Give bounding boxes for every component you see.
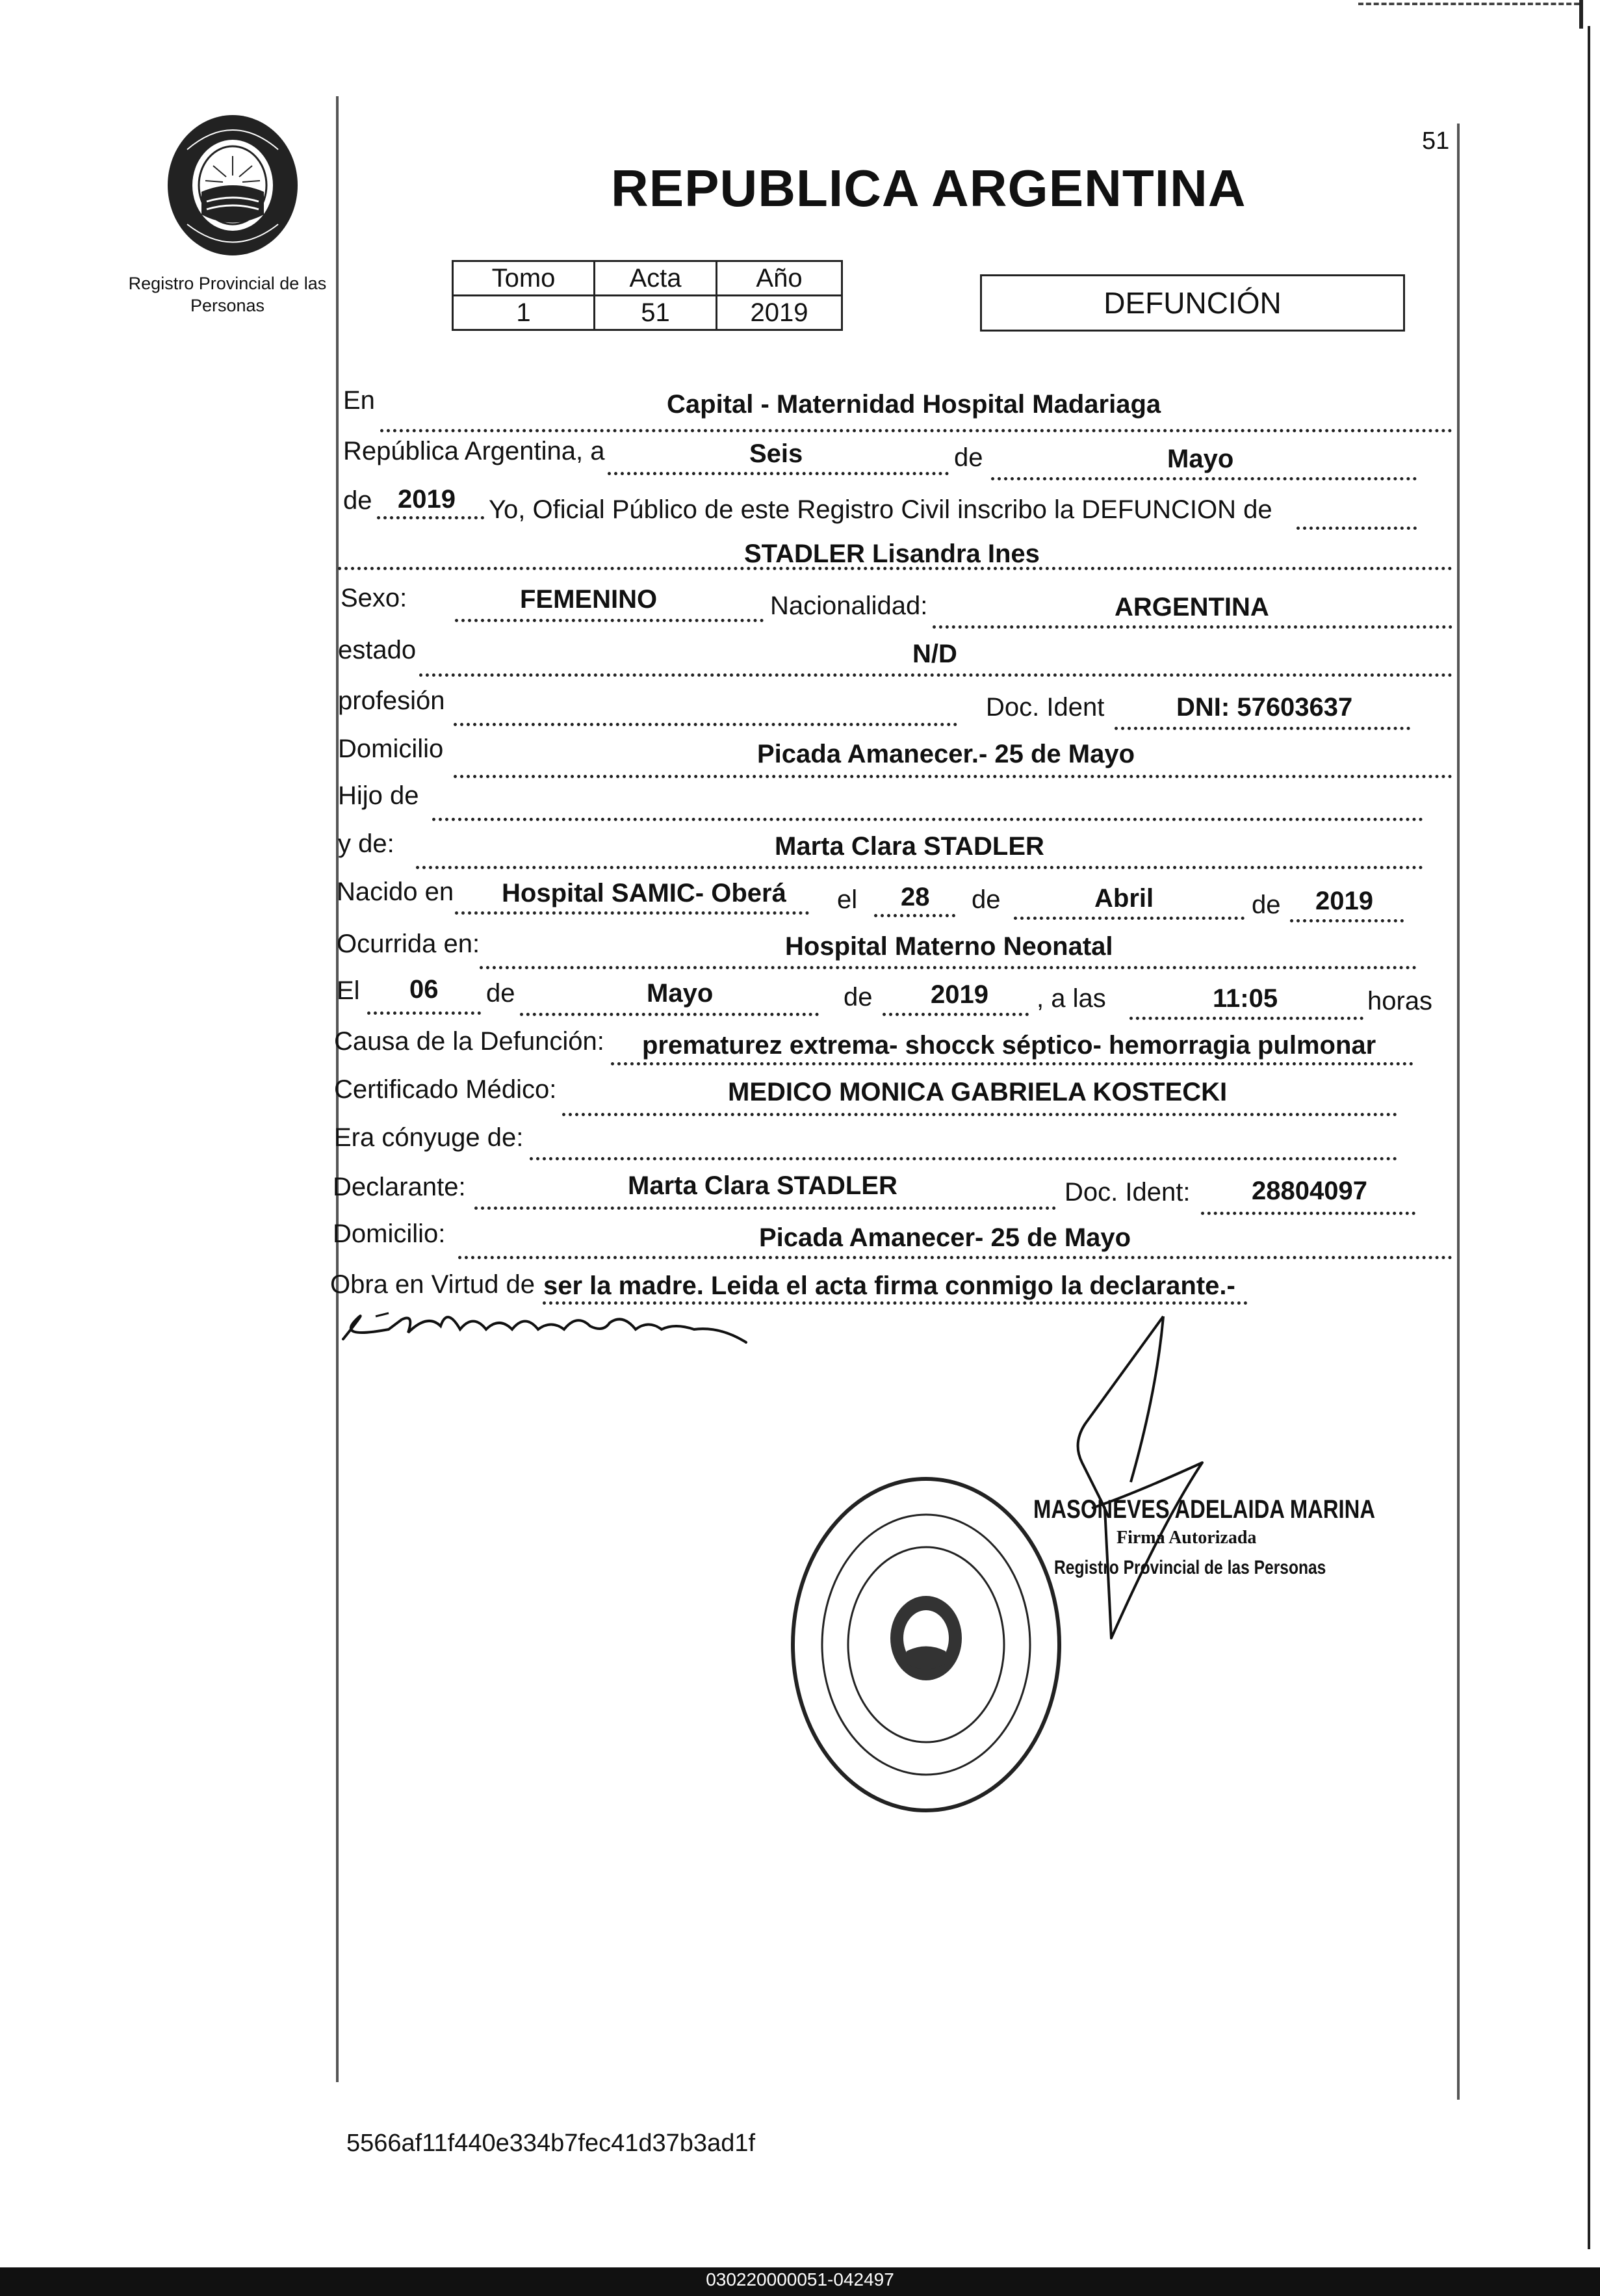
registry-table	[452, 260, 843, 331]
field-line	[480, 966, 1417, 969]
official-role: Firma Autorizada	[1116, 1528, 1257, 1548]
tomo-value: 1	[453, 296, 595, 330]
field-line	[377, 516, 484, 519]
muerte-dia-value: 06	[409, 975, 439, 1004]
label-nacionalidad: Nacionalidad:	[770, 592, 928, 620]
field-line	[608, 472, 949, 475]
declarante-signature	[330, 1294, 772, 1352]
page-title: REPUBLICA ARGENTINA	[611, 159, 1246, 217]
label-domicilio: Domicilio	[338, 735, 444, 763]
scan-mark	[1358, 3, 1579, 5]
domicilio2-value: Picada Amanecer- 25 de Mayo	[759, 1223, 1131, 1252]
field-line	[432, 818, 1423, 821]
label-de: de	[844, 983, 873, 1011]
label-el: El	[337, 976, 360, 1005]
field-line	[367, 1011, 481, 1015]
label-yo: Yo, Oficial Público de este Registro Civil inscribo la DEFUNCION de	[489, 495, 1272, 524]
nacido-mes-value: Abril	[1094, 884, 1154, 913]
field-line	[1290, 919, 1404, 922]
barcode-number: 030220000051-042497	[706, 2269, 894, 2289]
field-line	[520, 1013, 819, 1016]
anio-header: Año	[717, 261, 842, 296]
nacionalidad-value: ARGENTINA	[1115, 593, 1269, 621]
label-a-las: , a las	[1037, 984, 1106, 1013]
anio-value: 2019	[717, 296, 842, 330]
obra-value: ser la madre. Leida el acta firma conmigo la declarante.-	[543, 1272, 1235, 1300]
field-line	[419, 673, 1452, 677]
official-seal	[783, 1469, 1069, 1820]
lugar-value: Capital - Maternidad Hospital Madariaga	[667, 390, 1161, 419]
nacido-lugar-value: Hospital SAMIC- Oberá	[502, 879, 786, 907]
label-domicilio: Domicilio:	[333, 1220, 446, 1248]
field-line	[1115, 727, 1410, 730]
official-office: Registro Provincial de las Personas	[1054, 1557, 1326, 1578]
dni-value: DNI: 57603637	[1176, 693, 1353, 722]
field-line	[454, 775, 1452, 778]
field-line	[562, 1113, 1397, 1116]
label-de: de	[343, 486, 372, 515]
nacido-dia-value: 28	[901, 883, 930, 911]
field-line	[611, 1062, 1413, 1065]
label-de: de	[486, 979, 515, 1008]
label-de: de	[954, 443, 983, 472]
declarante-value: Marta Clara STADLER	[628, 1171, 897, 1200]
certificado-value: MEDICO MONICA GABRIELA KOSTECKI	[728, 1078, 1228, 1106]
label-declarante: Declarante:	[333, 1173, 466, 1201]
nacido-anio-value: 2019	[1315, 887, 1373, 915]
label-causa: Causa de la Defunción:	[334, 1027, 604, 1056]
label-hijo-de: Hijo de	[338, 781, 419, 810]
causa-value: prematurez extrema- shocck séptico- hemorragia pulmonar	[642, 1031, 1376, 1060]
field-line	[1297, 527, 1417, 530]
label-de: de	[972, 885, 1001, 914]
ocurrida-value: Hospital Materno Neonatal	[785, 932, 1113, 961]
tomo-header: Tomo	[453, 261, 595, 296]
hora-value: 11:05	[1213, 984, 1278, 1013]
provincia-misiones-emblem-icon	[161, 111, 304, 260]
sexo-value: FEMENINO	[520, 585, 658, 614]
label-sexo: Sexo:	[341, 584, 407, 612]
dia-letras-value: Seis	[749, 439, 803, 468]
acta-value: 51	[595, 296, 717, 330]
label-el: el	[837, 885, 858, 914]
anio-value: 2019	[398, 485, 456, 514]
estado-value: N/D	[912, 640, 957, 668]
label-conyuge: Era cónyuge de:	[334, 1123, 524, 1152]
label-certificado: Certificado Médico:	[334, 1075, 557, 1104]
document-type-box: DEFUNCIÓN	[980, 274, 1405, 332]
acta-header: Acta	[595, 261, 717, 296]
table-row	[453, 296, 842, 330]
madre-value: Marta Clara STADLER	[775, 832, 1044, 861]
label-ocurrida-en: Ocurrida en:	[337, 930, 480, 958]
field-line	[455, 619, 764, 622]
field-line	[474, 1207, 1056, 1210]
field-line	[991, 477, 1417, 480]
field-line	[1129, 1017, 1363, 1020]
official-signature	[1033, 1313, 1241, 1664]
field-line	[416, 866, 1423, 869]
label-de: de	[1252, 891, 1281, 919]
nombre-value: STADLER Lisandra Ines	[744, 540, 1040, 568]
table-row	[453, 261, 842, 296]
page-number: 51	[1422, 127, 1450, 155]
label-en: En	[343, 386, 375, 415]
field-line	[454, 723, 957, 726]
field-line	[380, 429, 1452, 432]
label-nacido-en: Nacido en	[337, 878, 454, 906]
label-profesion: profesión	[338, 686, 445, 715]
right-margin-line	[1457, 124, 1460, 2100]
domicilio-value: Picada Amanecer.- 25 de Mayo	[757, 740, 1135, 768]
document-hash: 5566af11f440e334b7fec41d37b3ad1f	[346, 2130, 756, 2157]
label-doc-ident: Doc. Ident:	[1065, 1178, 1191, 1207]
field-line	[933, 625, 1452, 629]
field-line	[874, 914, 955, 917]
declarante-doc-value: 28804097	[1252, 1177, 1367, 1205]
field-line	[530, 1157, 1397, 1160]
scan-mark	[1579, 0, 1583, 29]
field-line	[883, 1013, 1029, 1016]
official-name: MASONEVES ADELAIDA MARINA	[1033, 1495, 1376, 1524]
label-estado: estado	[338, 636, 417, 664]
muerte-anio-value: 2019	[931, 980, 988, 1009]
field-line	[1201, 1212, 1415, 1215]
page-edge-line	[1588, 26, 1590, 2249]
label-obra: Obra en Virtud de	[330, 1270, 535, 1299]
label-doc-ident: Doc. Ident	[986, 693, 1105, 722]
label-y-de: y de:	[338, 829, 394, 858]
field-line	[1014, 917, 1245, 920]
registro-label: Registro Provincial de las Personas	[128, 274, 327, 315]
mes-value: Mayo	[1167, 445, 1234, 473]
label-republica: República Argentina, a	[343, 437, 605, 465]
label-horas: horas	[1367, 987, 1433, 1015]
muerte-mes-value: Mayo	[647, 979, 714, 1008]
field-line	[458, 1256, 1452, 1259]
field-line	[455, 911, 809, 915]
